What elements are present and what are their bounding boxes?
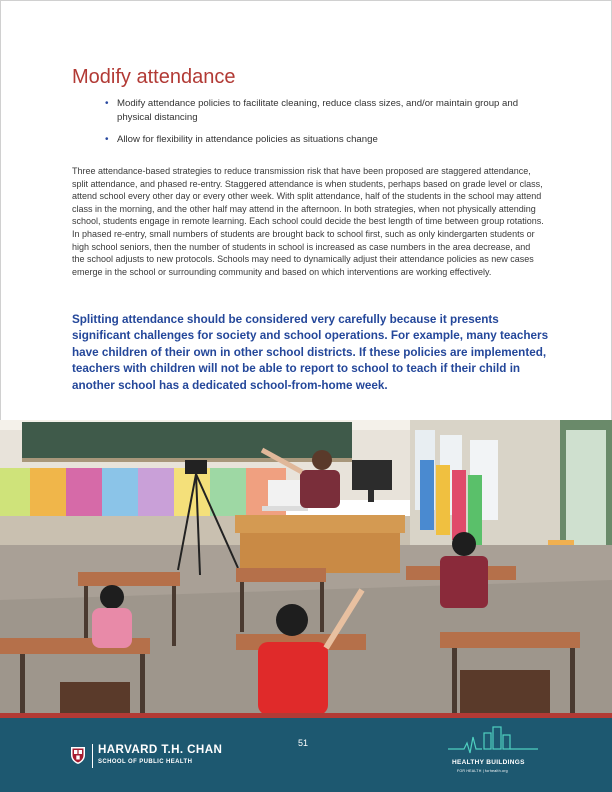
harvard-shield-icon [70,746,86,765]
bullet-text: Allow for flexibility in attendance policies as situations change [117,134,378,145]
bullet-list [105,97,545,155]
footer [0,718,612,792]
section-heading: Modify attendance [72,66,236,88]
logo-divider [92,744,93,768]
bullet-item [105,97,545,125]
healthy-buildings-subtitle: FOR HEALTH | forhealth.org [457,769,508,773]
page-number: 51 [298,738,309,748]
bullet-text: Modify attendance policies to facilitate cleaning, reduce class sizes, and/or maintain group and physical distancing [117,98,519,123]
bullet-dot-icon: • [105,134,109,145]
harvard-school: SCHOOL OF PUBLIC HEALTH [98,759,193,765]
classroom-photo [0,420,612,715]
bullet-item [105,133,545,147]
harvard-name: HARVARD T.H. CHAN [98,743,223,756]
healthy-buildings-logo-icon [448,723,538,757]
bullet-dot-icon: • [105,98,109,109]
healthy-buildings-title: HEALTHY BUILDINGS [452,759,525,766]
body-paragraph: Three attendance-based strategies to reduce transmission risk that have been proposed are staggered attendance, split attendance, and phased re-entry. Staggered attendance is when students, perhaps based on grade level or class, attend school every other day or every other week. With split attendance, half of the students in the school may attend class in the morning, and the other half may attend in the afternoon. In both strategies, when not physically attending school, students engage in remote learning. Each school could decide the best length of time between group rotations. In phased re-entry, small numbers of students are brought back to school first, such as only kindergarten students or high school seniors, then the number of students in school is increased as case numbers in the area decrease, and the school adjusts to new protocols. Schools may need to dynamically adjust their attendance policies as new cases emerge in the school or surrounding community and based on which interventions are working effectively. [72,166,544,277]
callout-text: Splitting attendance should be considered very carefully because it presents significant challenges for society and school operations. For example, many teachers have children of their own in other school districts. If these policies are implemented, teachers with children will not be able to report to school to teach if their child in another school has a dedicated school-from-home week. [72,313,549,392]
